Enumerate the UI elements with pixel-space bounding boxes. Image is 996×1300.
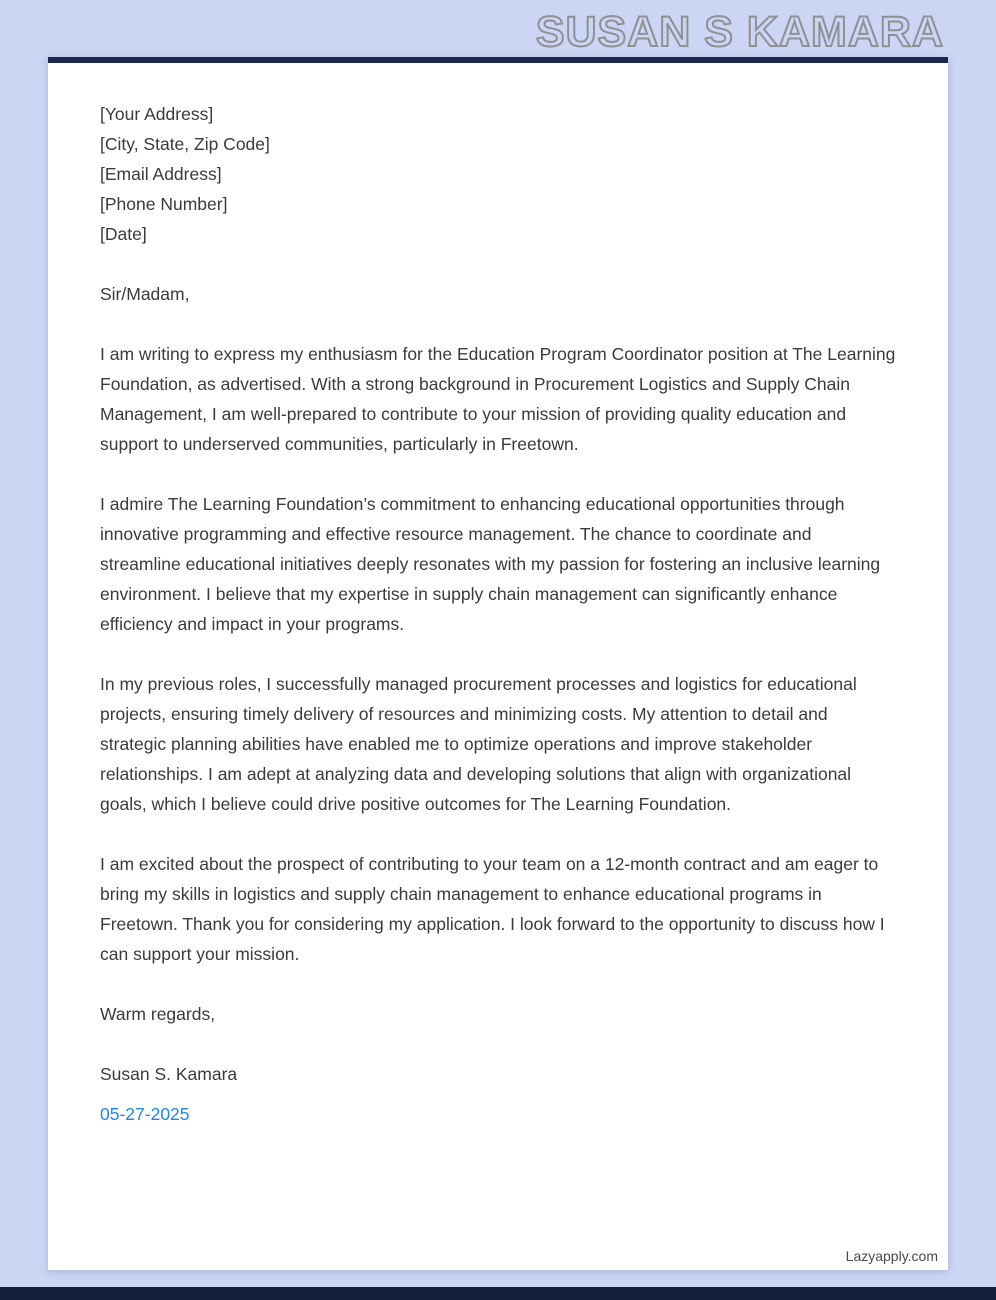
signature-name: Susan S. Kamara	[100, 1064, 238, 1084]
address-block	[100, 99, 896, 249]
paragraph: I admire The Learning Foundation’s commitment to enhancing educational opportunities through innovative programming and effective resource management. The chance to coordinate and streamline educational initiatives deeply resonates with my passion for fostering an inclusive learning environment. I believe that my expertise in supply chain management can significantly enhance efficiency and impact in your programs.	[100, 494, 881, 634]
letter-page	[48, 57, 948, 1270]
address-line: [Your Address]	[100, 104, 214, 124]
closing: Warm regards,	[100, 1004, 216, 1024]
address-line: [Email Address]	[100, 164, 222, 184]
bottom-bar	[0, 1287, 996, 1300]
salutation: Sir/Madam,	[100, 284, 190, 304]
address-line: [Date]	[100, 224, 147, 244]
paragraph: In my previous roles, I successfully managed procurement processes and logistics for educational projects, ensuring timely delivery of resources and minimizing costs. My attention to detail and strategic planning abilities have enabled me to optimize operations and improve stakeholder relationships. I am adept at analyzing data and developing solutions that align with organizational goals, which I believe could drive positive outcomes for The Learning Foundation.	[100, 674, 857, 814]
paragraph: I am excited about the prospect of contributing to your team on a 12-month contract and am eager to bring my skills in logistics and supply chain management to enhance educational programs in Freetown. Thank you for considering my application. I look forward to the opportunity to discuss how I can support your mission.	[100, 854, 885, 964]
paragraph: I am writing to express my enthusiasm for the Education Program Coordinator position at The Learning Foundation, as advertised. With a strong background in Procurement Logistics and Supply Chain Management, I am well-prepared to contribute to your mission of providing quality education and support to underserved communities, particularly in Freetown.	[100, 344, 896, 454]
address-line: [Phone Number]	[100, 194, 228, 214]
watermark: Lazyapply.com	[845, 1248, 938, 1264]
letter-date: 05-27-2025	[100, 1104, 190, 1124]
header-name: SUSAN S KAMARA	[535, 8, 944, 56]
address-line: [City, State, Zip Code]	[100, 134, 270, 154]
letter-body	[48, 63, 948, 1129]
